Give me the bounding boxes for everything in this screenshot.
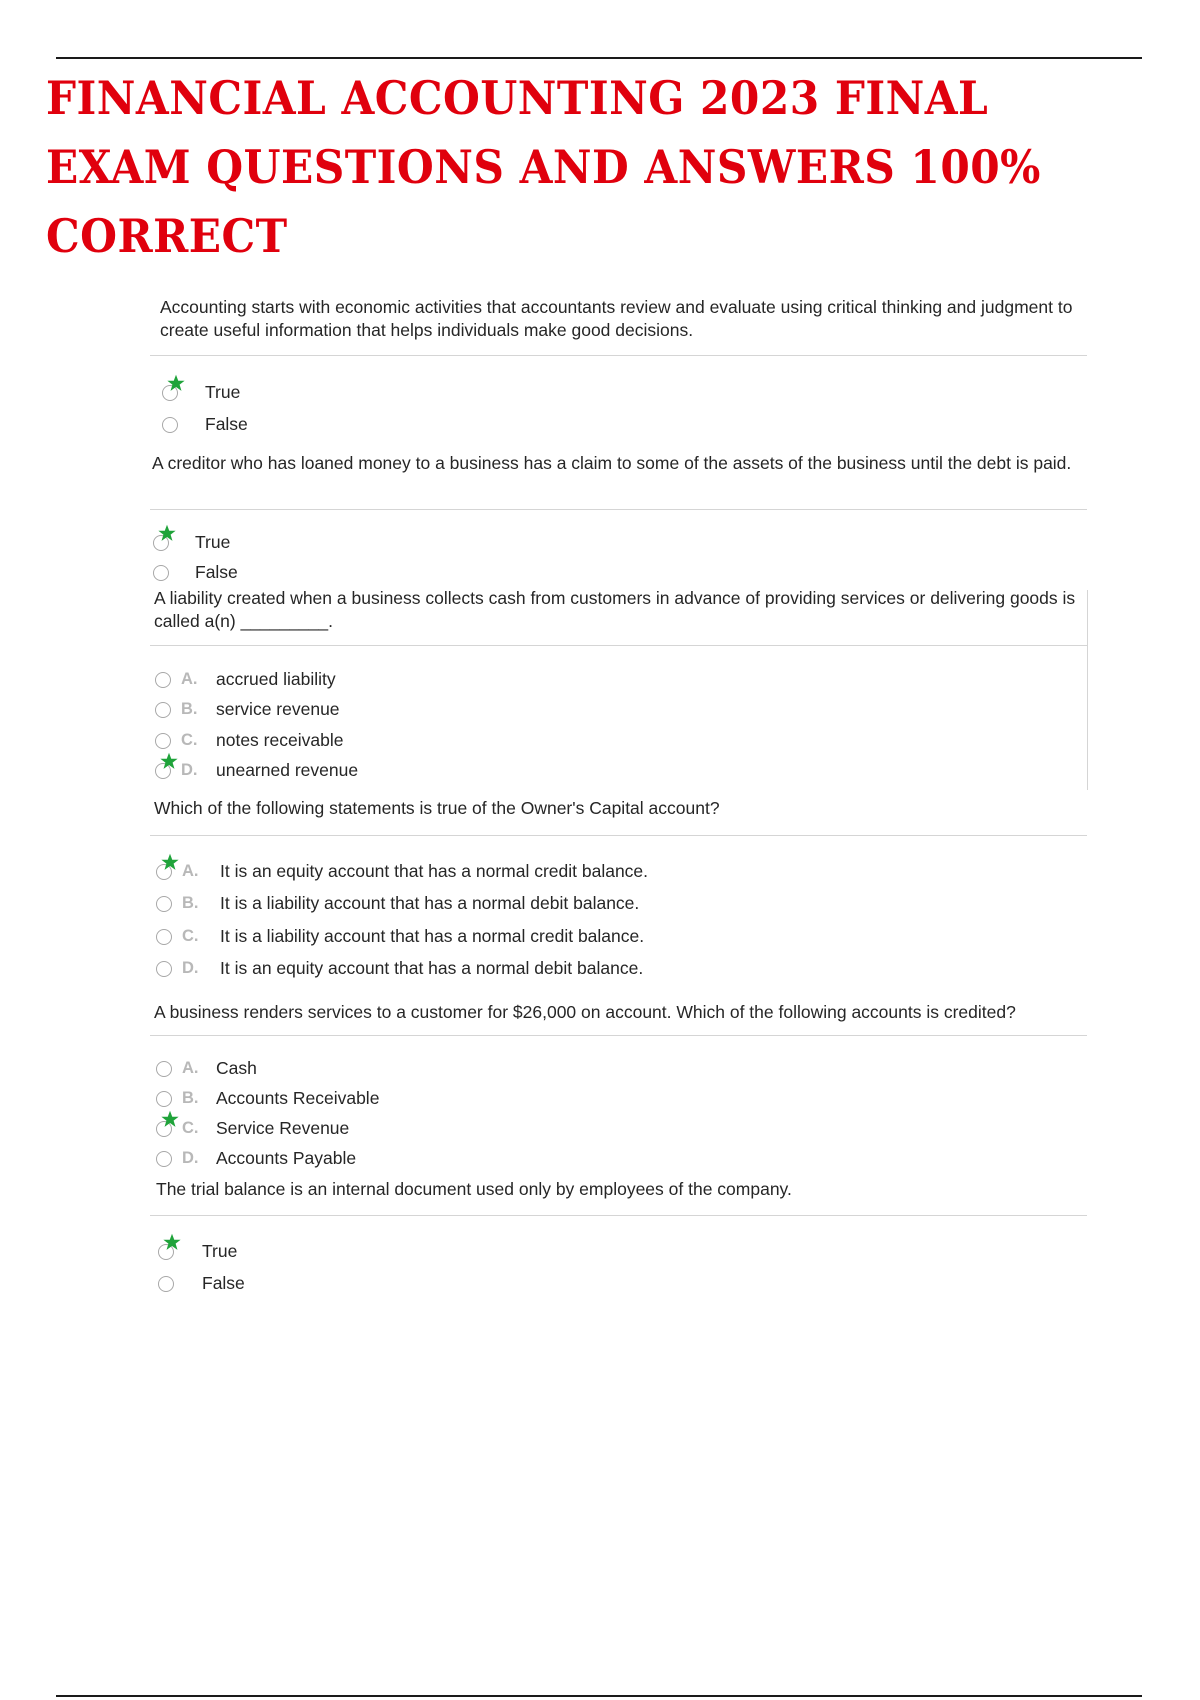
question-divider [150,509,1087,510]
question-text: Accounting starts with economic activities that accountants review and evaluate using critical thinking and judgment to create useful information that helps individuals make good decisions. [160,297,1073,340]
option-text: True [202,1241,238,1261]
question-text: A creditor who has loaned money to a business has a claim to some of the assets of the business until the debt is paid. [152,453,1072,473]
question-text: Which of the following statements is true of the Owner's Capital account? [154,798,720,818]
option-text: Accounts Payable [216,1148,357,1168]
radio-button[interactable] [156,896,172,912]
answer-option-correct[interactable] [156,1117,956,1143]
answer-option[interactable] [153,561,953,587]
answer-option[interactable] [156,1147,956,1173]
correct-star-icon [161,1110,179,1128]
answer-option[interactable] [156,1087,956,1113]
option-letter: B. [182,1089,199,1107]
option-text: True [195,532,231,552]
answer-option[interactable] [155,729,955,755]
answer-option-correct[interactable] [158,1240,958,1266]
bottom-rule [56,1695,1142,1697]
option-letter: B. [182,894,199,912]
question-divider [150,645,1087,646]
option-text: True [205,382,241,402]
correct-star-icon [163,1233,181,1251]
radio-button[interactable] [162,417,178,433]
option-text: service revenue [216,699,340,719]
answer-option[interactable] [156,957,956,983]
question-text: A business renders services to a customer for $26,000 on account. Which of the following accounts is credited? [154,1002,1016,1022]
option-letter: C. [182,1119,199,1137]
answer-option-correct[interactable] [153,531,953,557]
question-divider [150,835,1087,836]
radio-button[interactable] [156,1061,172,1077]
answer-option-correct[interactable] [155,759,955,785]
correct-star-icon [167,374,185,392]
question-divider [150,1215,1087,1216]
radio-button[interactable] [156,929,172,945]
option-text: False [195,562,238,582]
option-letter: A. [181,670,198,688]
option-text: notes receivable [216,730,344,750]
question-text: A liability created when a business collects cash from customers in advance of providing services or delivering goods is called a(n) _________. [154,588,1076,631]
option-text: False [202,1273,245,1293]
correct-star-icon [160,752,178,770]
radio-button[interactable] [156,961,172,977]
question-divider [150,1035,1087,1036]
option-text: It is an equity account that has a normal debit balance. [220,958,644,978]
option-text: Service Revenue [216,1118,350,1138]
radio-button[interactable] [153,565,169,581]
option-letter: A. [182,1059,199,1077]
option-text: Accounts Receivable [216,1088,380,1108]
option-letter: A. [182,862,199,880]
radio-button[interactable] [156,1151,172,1167]
option-letter: C. [182,927,199,945]
option-text: unearned revenue [216,760,359,780]
option-text: Cash [216,1058,257,1078]
option-letter: B. [181,700,198,718]
option-text: False [205,414,248,434]
question-divider [150,355,1087,356]
question-text: The trial balance is an internal document used only by employees of the company. [156,1179,792,1199]
radio-button[interactable] [155,733,171,749]
answer-option[interactable] [155,698,955,724]
answer-option[interactable] [158,1272,958,1298]
option-letter: D. [182,1149,199,1167]
radio-button[interactable] [155,702,171,718]
answer-option[interactable] [162,413,962,439]
radio-button[interactable] [156,1091,172,1107]
radio-button[interactable] [155,672,171,688]
answer-option-correct[interactable] [156,860,956,886]
answer-option[interactable] [156,925,956,951]
option-text: It is an equity account that has a normal credit balance. [220,861,649,881]
option-letter: D. [181,761,198,779]
option-letter: C. [181,731,198,749]
answer-option[interactable] [156,892,956,918]
document-title: FINANCIAL ACCOUNTING 2023 FINAL EXAM QUESTIONS AND ANSWERS 100% CORRECT [46,71,1041,263]
option-letter: D. [182,959,199,977]
answer-option[interactable] [156,1057,956,1083]
radio-button[interactable] [158,1276,174,1292]
correct-star-icon [158,524,176,542]
correct-star-icon [161,853,179,871]
option-text: It is a liability account that has a normal debit balance. [220,893,640,913]
answer-option[interactable] [155,668,955,694]
option-text: It is a liability account that has a normal credit balance. [220,926,645,946]
answer-option-correct[interactable] [162,381,962,407]
panel-edge [1087,590,1088,790]
option-text: accrued liability [216,669,336,689]
